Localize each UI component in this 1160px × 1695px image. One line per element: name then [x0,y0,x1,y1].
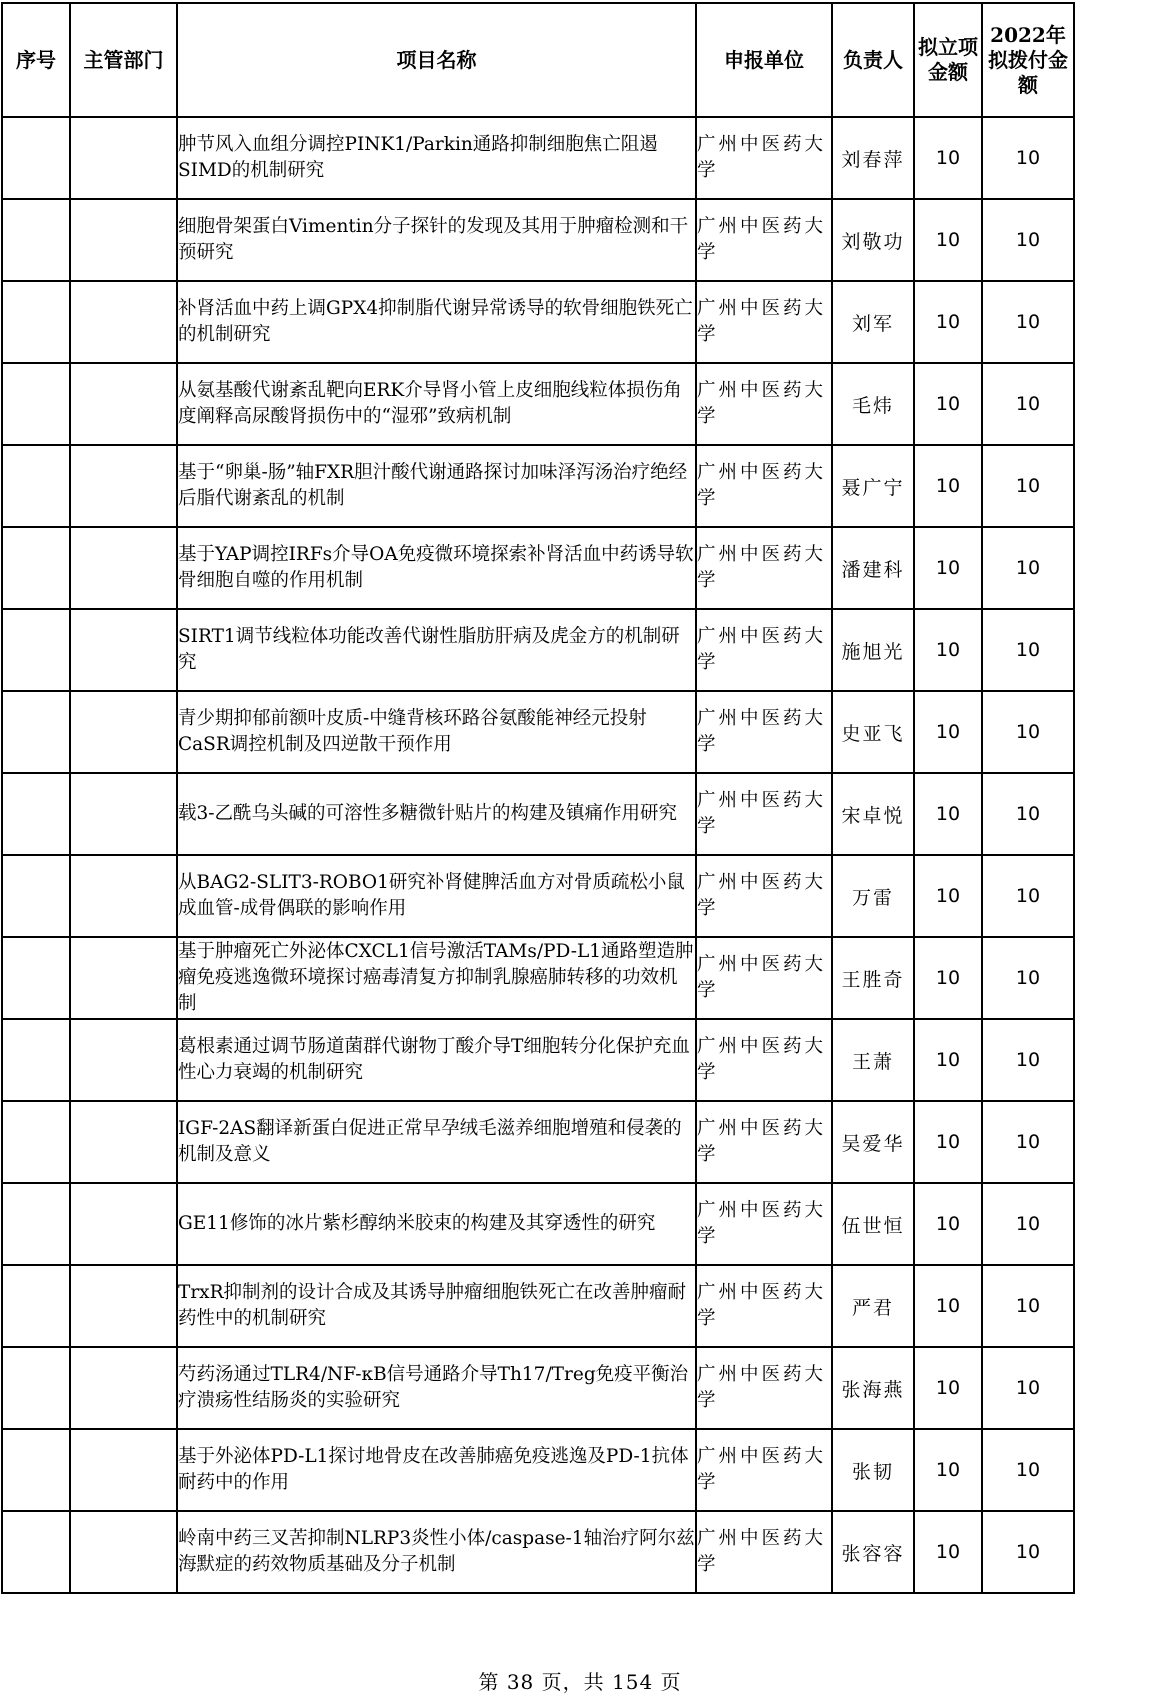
cell-allocate: 10 [982,199,1074,281]
cell-approved: 10 [914,1511,982,1593]
cell-unit: 广州中医药大学 [696,1101,832,1183]
cell-person: 刘敬功 [832,199,914,281]
cell-seq [2,363,70,445]
cell-dept [70,527,177,609]
cell-allocate: 10 [982,1347,1074,1429]
cell-dept [70,1511,177,1593]
cell-approved: 10 [914,855,982,937]
cell-project: 芍药汤通过TLR4/NF-κB信号通路介导Th17/Treg免疫平衡治疗溃疡性结肠炎的实验研究 [177,1347,696,1429]
cell-person: 施旭光 [832,609,914,691]
cell-unit: 广州中医药大学 [696,691,832,773]
cell-seq [2,773,70,855]
cell-seq [2,281,70,363]
cell-approved: 10 [914,609,982,691]
cell-allocate: 10 [982,1429,1074,1511]
cell-approved: 10 [914,1019,982,1101]
cell-unit: 广州中医药大学 [696,363,832,445]
cell-allocate: 10 [982,1101,1074,1183]
cell-dept [70,281,177,363]
cell-seq [2,1347,70,1429]
cell-approved: 10 [914,445,982,527]
cell-person: 万雷 [832,855,914,937]
cell-dept [70,199,177,281]
cell-project: 载3-乙酰乌头碱的可溶性多糖微针贴片的构建及镇痛作用研究 [177,773,696,855]
cell-dept [70,691,177,773]
cell-project: GE11修饰的冰片紫杉醇纳米胶束的构建及其穿透性的研究 [177,1183,696,1265]
cell-person: 张容容 [832,1511,914,1593]
cell-allocate: 10 [982,855,1074,937]
cell-dept [70,1265,177,1347]
cell-allocate: 10 [982,937,1074,1019]
cell-project: 从氨基酸代谢紊乱靶向ERK介导肾小管上皮细胞线粒体损伤角度阐释高尿酸肾损伤中的“湿邪”致病机制 [177,363,696,445]
cell-person: 刘春萍 [832,117,914,199]
table-row [2,281,1074,363]
cell-seq [2,527,70,609]
cell-project: 从BAG2-SLIT3-ROBO1研究补肾健脾活血方对骨质疏松小鼠成血管-成骨偶联的影响作用 [177,855,696,937]
cell-project: 基于YAP调控IRFs介导OA免疫微环境探索补肾活血中药诱导软骨细胞自噬的作用机制 [177,527,696,609]
cell-person: 毛炜 [832,363,914,445]
cell-person: 刘军 [832,281,914,363]
cell-unit: 广州中医药大学 [696,609,832,691]
cell-unit: 广州中医药大学 [696,773,832,855]
table-header-row [2,3,1074,117]
page-footer: 第 38 页，共 154 页 [478,1670,682,1694]
cell-seq [2,1511,70,1593]
cell-seq [2,445,70,527]
cell-unit: 广州中医药大学 [696,527,832,609]
cell-project: 补肾活血中药上调GPX4抑制脂代谢异常诱导的软骨细胞铁死亡的机制研究 [177,281,696,363]
table-row [2,1101,1074,1183]
header-person: 负责人 [832,3,914,117]
cell-person: 张海燕 [832,1347,914,1429]
table-row [2,691,1074,773]
cell-seq [2,937,70,1019]
cell-approved: 10 [914,199,982,281]
cell-project: 基于“卵巢-肠”轴FXR胆汁酸代谢通路探讨加味泽泻汤治疗绝经后脂代谢紊乱的机制 [177,445,696,527]
cell-unit: 广州中医药大学 [696,1429,832,1511]
cell-project: 肿节风入血组分调控PINK1/Parkin通路抑制细胞焦亡阻遏SIMD的机制研究 [177,117,696,199]
cell-unit: 广州中医药大学 [696,199,832,281]
cell-person: 伍世恒 [832,1183,914,1265]
cell-seq [2,1101,70,1183]
cell-approved: 10 [914,773,982,855]
cell-approved: 10 [914,363,982,445]
cell-approved: 10 [914,1183,982,1265]
cell-allocate: 10 [982,281,1074,363]
cell-dept [70,1183,177,1265]
cell-dept [70,773,177,855]
table-row [2,1429,1074,1511]
cell-seq [2,609,70,691]
cell-seq [2,1019,70,1101]
cell-allocate: 10 [982,117,1074,199]
cell-approved: 10 [914,1347,982,1429]
cell-seq [2,1429,70,1511]
project-table [1,2,1075,1594]
cell-allocate: 10 [982,1511,1074,1593]
cell-approved: 10 [914,1265,982,1347]
cell-person: 潘建科 [832,527,914,609]
table-row [2,117,1074,199]
cell-allocate: 10 [982,1265,1074,1347]
cell-allocate: 10 [982,1183,1074,1265]
cell-seq [2,199,70,281]
cell-unit: 广州中医药大学 [696,855,832,937]
table-row [2,1183,1074,1265]
cell-dept [70,1429,177,1511]
table-row [2,1347,1074,1429]
cell-project: 细胞骨架蛋白Vimentin分子探针的发现及其用于肿瘤检测和干预研究 [177,199,696,281]
cell-seq [2,855,70,937]
cell-person: 宋卓悦 [832,773,914,855]
table-body [2,117,1074,1593]
cell-dept [70,1019,177,1101]
cell-approved: 10 [914,1101,982,1183]
cell-person: 严君 [832,1265,914,1347]
cell-seq [2,1265,70,1347]
cell-project: IGF-2AS翻译新蛋白促进正常早孕绒毛滋养细胞增殖和侵袭的机制及意义 [177,1101,696,1183]
cell-dept [70,609,177,691]
cell-allocate: 10 [982,773,1074,855]
cell-allocate: 10 [982,691,1074,773]
cell-unit: 广州中医药大学 [696,937,832,1019]
cell-dept [70,117,177,199]
cell-unit: 广州中医药大学 [696,1347,832,1429]
cell-unit: 广州中医药大学 [696,445,832,527]
cell-approved: 10 [914,281,982,363]
table-row [2,527,1074,609]
cell-person: 王胜奇 [832,937,914,1019]
header-seq: 序号 [2,3,70,117]
cell-seq [2,691,70,773]
cell-approved: 10 [914,117,982,199]
table-row [2,1511,1074,1593]
cell-unit: 广州中医药大学 [696,1265,832,1347]
table-row [2,199,1074,281]
cell-dept [70,855,177,937]
cell-person: 聂广宁 [832,445,914,527]
cell-allocate: 10 [982,527,1074,609]
cell-project: 青少期抑郁前额叶皮质-中缝背核环路谷氨酸能神经元投射CaSR调控机制及四逆散干预作用 [177,691,696,773]
cell-project: SIRT1调节线粒体功能改善代谢性脂肪肝病及虎金方的机制研究 [177,609,696,691]
table-row [2,855,1074,937]
table-row [2,609,1074,691]
cell-project: 岭南中药三叉苦抑制NLRP3炎性小体/caspase-1轴治疗阿尔兹海默症的药效物质基础及分子机制 [177,1511,696,1593]
cell-approved: 10 [914,1429,982,1511]
cell-unit: 广州中医药大学 [696,1019,832,1101]
cell-person: 吴爱华 [832,1101,914,1183]
cell-dept [70,445,177,527]
cell-seq [2,1183,70,1265]
header-unit: 申报单位 [696,3,832,117]
cell-person: 史亚飞 [832,691,914,773]
cell-unit: 广州中医药大学 [696,1183,832,1265]
header-approved: 拟立项金额 [914,3,982,117]
cell-allocate: 10 [982,1019,1074,1101]
cell-project: 基于外泌体PD-L1探讨地骨皮在改善肺癌免疫逃逸及PD-1抗体耐药中的作用 [177,1429,696,1511]
cell-approved: 10 [914,527,982,609]
header-dept: 主管部门 [70,3,177,117]
cell-person: 张韧 [832,1429,914,1511]
cell-project: 基于肿瘤死亡外泌体CXCL1信号激活TAMs/PD-L1通路塑造肿瘤免疫逃逸微环境探讨癌毒清复方抑制乳腺癌肺转移的功效机制 [177,937,696,1019]
cell-project: 葛根素通过调节肠道菌群代谢物丁酸介导T细胞转分化保护充血性心力衰竭的机制研究 [177,1019,696,1101]
cell-dept [70,937,177,1019]
header-project: 项目名称 [177,3,696,117]
table-row [2,1265,1074,1347]
table-row [2,1019,1074,1101]
cell-dept [70,1347,177,1429]
cell-approved: 10 [914,691,982,773]
cell-unit: 广州中医药大学 [696,117,832,199]
cell-project: TrxR抑制剂的设计合成及其诱导肿瘤细胞铁死亡在改善肿瘤耐药性中的机制研究 [177,1265,696,1347]
table-row [2,445,1074,527]
cell-allocate: 10 [982,609,1074,691]
table-row [2,363,1074,445]
cell-unit: 广州中医药大学 [696,281,832,363]
cell-allocate: 10 [982,445,1074,527]
cell-approved: 10 [914,937,982,1019]
cell-seq [2,117,70,199]
cell-unit: 广州中医药大学 [696,1511,832,1593]
cell-dept [70,363,177,445]
header-allocate: 2022年拟拨付金额 [982,3,1074,117]
table-row [2,773,1074,855]
table-row [2,937,1074,1019]
cell-person: 王萧 [832,1019,914,1101]
cell-allocate: 10 [982,363,1074,445]
cell-dept [70,1101,177,1183]
